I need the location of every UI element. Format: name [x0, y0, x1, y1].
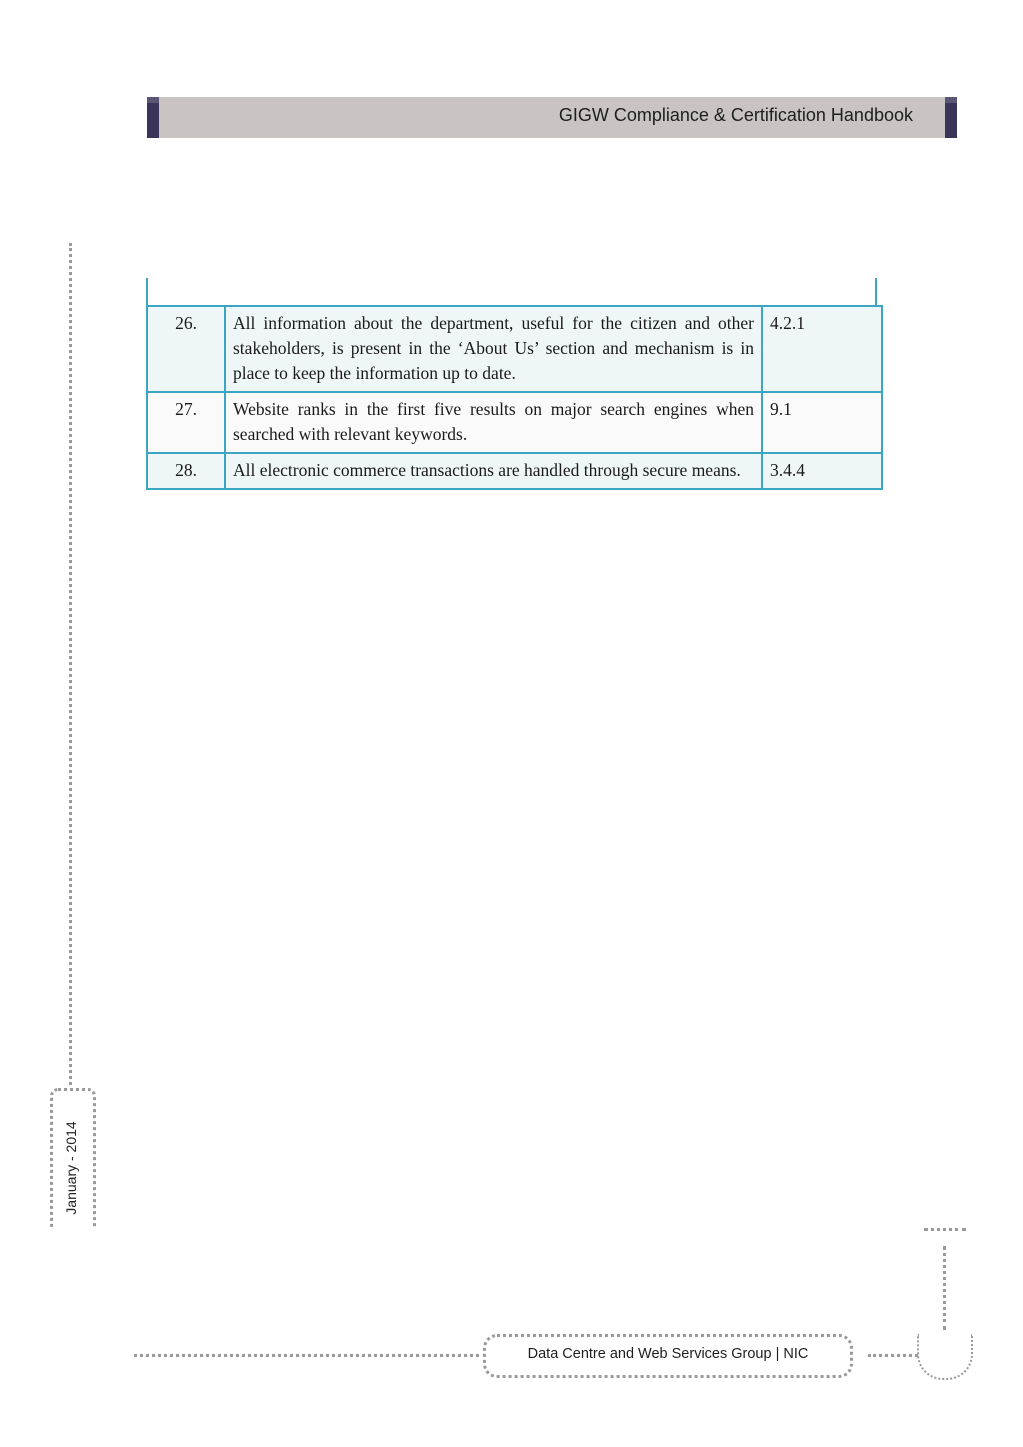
row-description: All electronic commerce transactions are handled through secure means.: [225, 453, 762, 489]
header-title: GIGW Compliance & Certification Handbook: [558, 105, 913, 125]
row-description: Website ranks in the first five results on major search engines when searched with relevant keywords.: [225, 392, 762, 453]
date-label: January - 2014: [63, 1121, 79, 1215]
table-continuation: [146, 278, 877, 305]
page-header: [147, 97, 957, 138]
footer-text: Data Centre and Web Services Group | NIC: [527, 1346, 809, 1362]
row-reference: 3.4.4: [762, 453, 882, 489]
table-row: [147, 453, 882, 489]
row-number: 27.: [147, 392, 225, 453]
row-number: 28.: [147, 453, 225, 489]
corner-dotted-vertical: [943, 1246, 946, 1330]
header-accent-right: [945, 97, 957, 138]
left-dotted-rule: [69, 243, 72, 1085]
table-row: [147, 306, 882, 392]
row-number: 26.: [147, 306, 225, 392]
row-reference: 4.2.1: [762, 306, 882, 392]
corner-dotted-top: [924, 1228, 966, 1231]
footer-dotted-rule-right: [868, 1354, 918, 1357]
row-description: All information about the department, useful for the citizen and other stakeholders, is present in the ‘About Us’ section and mechanism is in place to keep the information up to date.: [225, 306, 762, 392]
corner-dotted-arc: [917, 1334, 973, 1380]
checklist-table-wrapper: [146, 278, 877, 490]
table-row: [147, 392, 882, 453]
footer-dotted-rule-left: [134, 1354, 479, 1357]
checklist-table: [146, 305, 883, 490]
header-accent-left: [147, 97, 159, 138]
footer-box: [483, 1334, 853, 1378]
row-reference: 9.1: [762, 392, 882, 453]
